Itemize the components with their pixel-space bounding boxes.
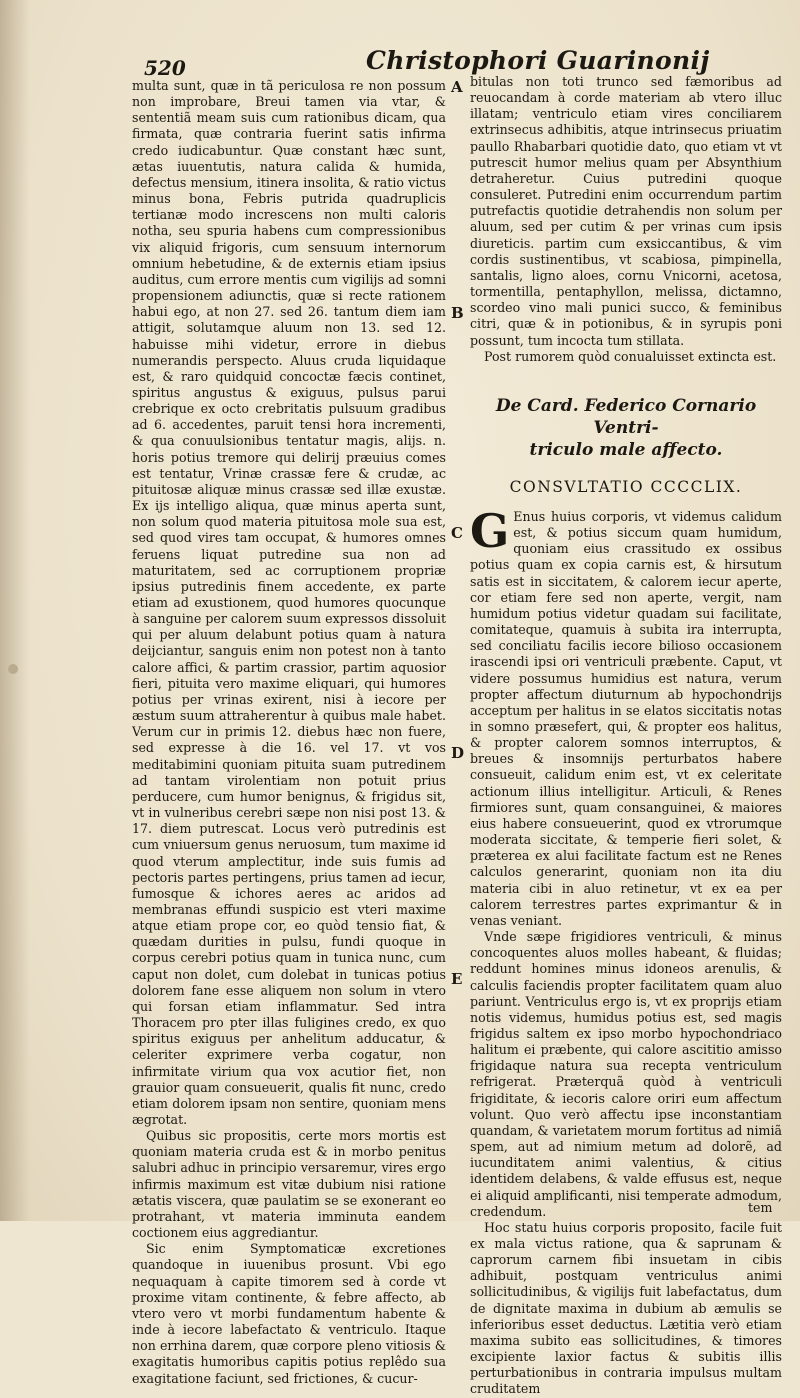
left-paragraph-1: multa sunt, quæ in tã periculosa re non possum non improbare, Breui tamen via vtar, & sententiã meam suis cum rationibus dicam, qua firmata, quæ contraria fuerint satis infirma credo iudicabuntur. Quæ constant hæc sunt, ætas iuuentutis, natura calida & humida, defectus mensium, itinera insolita, & ratio victus minus bona, Febris putrida quadruplicis tertianæ modo increscens non multi caloris notha, seu spuria habens cum compressionibus vix aliquid frigoris, cum sensuum internorum omnium hebetudine, & de externis etiam ipsius auditus, cum errore mentis cum vigilijs ad somni propensionem adiunctis, quæ si recte rationem habui ego, at non 27. sed 26. tantum diem iam attigit, solutamque aluum non 13. sed 12. habuisse mihi videtur, errore in diebus numerandis perspecto. Aluus cruda liquidaque est, & raro quidquid concoctæ fæcis continet, spiritus angustus & exiguus, pulsus parui crebrique ex octo crebritatis pulsuum gradibus ad 6. accedentes, paruit tensi hora incrementi, & qua conuulsionibus tentatur magis, alijs. n. horis potius tremore qui delirij præuius comes est tentatur, Vrinæ crassæ fere & crudæ, ac pituitosæ aliquæ minus crassæ sed illæ exustæ. Ex ijs intelligo aliqua, quæ minus aperta sunt, non solum quod materia pituitosa mole sua est, sed quod vires tam occupat, & humores omnes feruens liquat putredine sua non ad maturitatem, sed ac corruptionem propriæ ipsius putredinis finem accedente, ex parte etiam ad exustionem, quod humores quocunque à sanguine per calorem suum expressos dissoluit qui per aluum delabunt potius quam à natura deijciantur, sanguis enim non potest non à tanto calore affici, & partim crassior, partim aquosior fieri, pituita vero maxime eliquari, qui humores potius per vrinas exirent, nisi à iecore per æstum suum attraherentur à quibus male habet. Verum cur in primis 12. diebus hæc non fuere, sed expresse à die 16. vel 17. vt vos meditabimini quoniam pituita suam putredinem ad tantam virolentiam non potuit prius perducere, cum humor benignus, & frigidus sit, vt in vulneribus cerebri sæpe non nisi post 13. & 17. diem putrescat. Locus verò putredinis est cum vniuersum genus neruosum, tum maxime id quod vterum amplectitur, inde suis fumis ad pectoris partes pertingens, prius tamen ad iecur, fumosque & ichores aeres ac aridos ad membranas effundi suspicio est vteri maxime atque etiam prope cor, eo quòd tensio fiat, & quædam durities in pulsu, fundi quoque in corpus cerebri potius quam in tunica nunc, cum caput non dolet, cum dolebat in tunicas potius dolorem fane esse aliquem non solum in vtero qui forsan etiam inflammatur. Sed intra Thoracem pro pter illas fuligines credo, ex quo spiritus exiguus per anhelitum adducatur, & celeriter exprimere verba cogatur, non infirmitate virium qua vox acutior fiet, non grauior quam consueuerit, qualis fit nunc, credo etiam dolorem ipsam non sentire, quoniam mens ægrotat. bbox=[132, 78, 447, 1127]
left-paragraph-2: Quibus sic propositis, certe mors mortis est quoniam materia cruda est & in morbo penitus salubri adhuc in principio versaremur, vires ergo infirmis maximum est vitæ dubium nisi ratione ætatis viscera, quæ paulatim se se exonerant eo protrahant, vt materia imminuta eandem coctionem eius aggrediantur. bbox=[132, 1128, 446, 1241]
left-column bbox=[132, 78, 446, 1387]
paper-hole bbox=[8, 664, 18, 674]
body-paragraph-3: Hoc statu huius corporis proposito, facile fuit ex mala victus ratione, qua & saprunam & caprorum carnem fibi insuetam in cibis adhibuit, postquam ventriculus animi sollicitudinibus, & vigilijs fuit labefactatus, dum de dignitate maxima in dubium ab æmulis se inferioribus esset deductus. Lætitia verò etiam maxima subito eas sollicitudines, & timores excipiente laxior factus & subitis illis perturbationibus in contraria impulsus multam cruditatem bbox=[470, 1219, 782, 1397]
body-paragraph-1 bbox=[470, 503, 782, 929]
right-intro-paragraph-2: Post rumorem quòd conualuisset extincta est. bbox=[484, 348, 777, 364]
margin-letter-b: B bbox=[451, 304, 464, 322]
drop-cap: G bbox=[470, 503, 510, 558]
margin-letter-d: D bbox=[451, 744, 465, 762]
margin-letter-a: A bbox=[451, 78, 463, 96]
body-paragraph-1-text: Enus huius corporis, vt videmus calidum est, & potius siccum quam humidum, quoniam eius crassitudo ex ossibus potius quam ex copia carnis est, & hirsutum satis est in siccitatem, & calorem iecur aperte, cor etiam fere sed non aperte, vergit, nam humidum potius videtur quadam sui facilitate, comitateque, quamuis à subita ira interrupta, sed conciliatu facilis iecore bilioso occasionem irascendi ipsi ori ventriculi præbente. Caput, vt videre possumus humidius est natura, verum propter affectum diuturnum ab hypochondrijs acceptum per halitus in se elatos siccitatis notas in somno præsefert, qui, & propter eos halitus, & propter calorem somnos interruptos, & breues & insomnijs perturbatos habere consueuit, calidum enim est, vt ex celeritate actionum illius intelligitur. Articuli, & Renes firmiores sunt, quam consanguinei, & maiores eius habere consueuerint, quod ex vtrorumque moderata siccitate, & temperie fieri solet, & præterea ex alui facilitate factum est ne Renes calculos generarint, quoniam non ita diu materia cibi in aluo retinetur, vt ex ea per calorem terrestres partes exprimantur & in venas veniant. bbox=[470, 508, 782, 928]
running-head: Christophori Guarinonij bbox=[366, 46, 710, 75]
margin-letter-c: C bbox=[451, 524, 463, 542]
margin-letter-e: E bbox=[451, 970, 463, 988]
section-title bbox=[470, 395, 782, 461]
left-paragraph-3: Sic enim Symptomaticæ excretiones quandoque in iuuenibus prosunt. Vbi ego nequaquam à capite timorem sed à corde vt proxime vitam continente, & febre affecto, ab vtero vero vt morbi fundamentum habente & inde à iecore labefactato & ventriculo. Itaque non errhina darem, quæ corpore pleno vitiosis & exagitatis humoribus capitis potius replêdo sua exagitatione faciunt, sed frictiones, & cucur- bbox=[132, 1241, 446, 1386]
catchword: tem bbox=[748, 1200, 773, 1215]
right-column bbox=[470, 74, 782, 1398]
page-number: 520 bbox=[144, 56, 186, 80]
section-title-line-2: triculo male affecto. bbox=[529, 439, 723, 460]
body-paragraph-2: Vnde sæpe frigidiores ventriculi, & minus concoquentes aluos molles habeant, & fluidas; reddunt homines minus idoneos arenulis, & calculis faciendis propter facilitatem quam aluo pariunt. Ventriculus ergo is, vt ex proprijs etiam notis videmus, humidus potius est, sed magis frigidus saltem ex ipso morbo hypochondriaco halitum ei præbente, qui calore ascititio amisso frigidaque natura sua recepta ventriculum refrigerat. Præterquã quòd à ventriculi frigiditate, & iecoris calore oriri eum affectum volunt. Quo verò affectu ipse inconstantiam quandam, & varietatem morum fortitus ad nimiã spem, aut ad nimium metum ad dolorẽ, ad iucunditatem animi valentius, & citius identidem delabens, & valde effusus est, neque ei aliquid amplificanti, nisi temperate admodum, credendum. bbox=[470, 929, 782, 1219]
binding-shadow bbox=[0, 0, 30, 1221]
section-title-line-1: De Card. Federico Cornario Ventri- bbox=[495, 395, 757, 438]
right-intro-paragraph-1: bitulas non toti trunco sed fæmoribus ad reuocandam à corde materiam ab vtero illuc illatam; ventriculo etiam vires conciliarem extrinsecus adhibitis, atque intrinsecus priuatim paullo Rhabarbari quotidie dato, quo etiam vt vt putrescit humor melius quam per Absynthium detraheretur. Cuius putredini quoque consuleret. Putredini enim occurrendum partim putrefactis quotidie detrahendis non solum per aluum, sed per cutim & per vrinas cum ipsis diureticis. partim cum exsiccantibus, & vim cordis sustinentibus, vt scabiosa, pimpinella, santalis, ligno aloes, cornu Vnicorni, acetosa, tormentilla, pentaphyllon, melissa, dictamno, scordeo vino mali punici succo, & feminibus citri, quæ & in potionibus, & in syrupis poni possunt, tum incocta tum stillata. bbox=[470, 74, 782, 348]
consultation-heading: CONSVLTATIO CCCCLIX. bbox=[509, 477, 743, 496]
